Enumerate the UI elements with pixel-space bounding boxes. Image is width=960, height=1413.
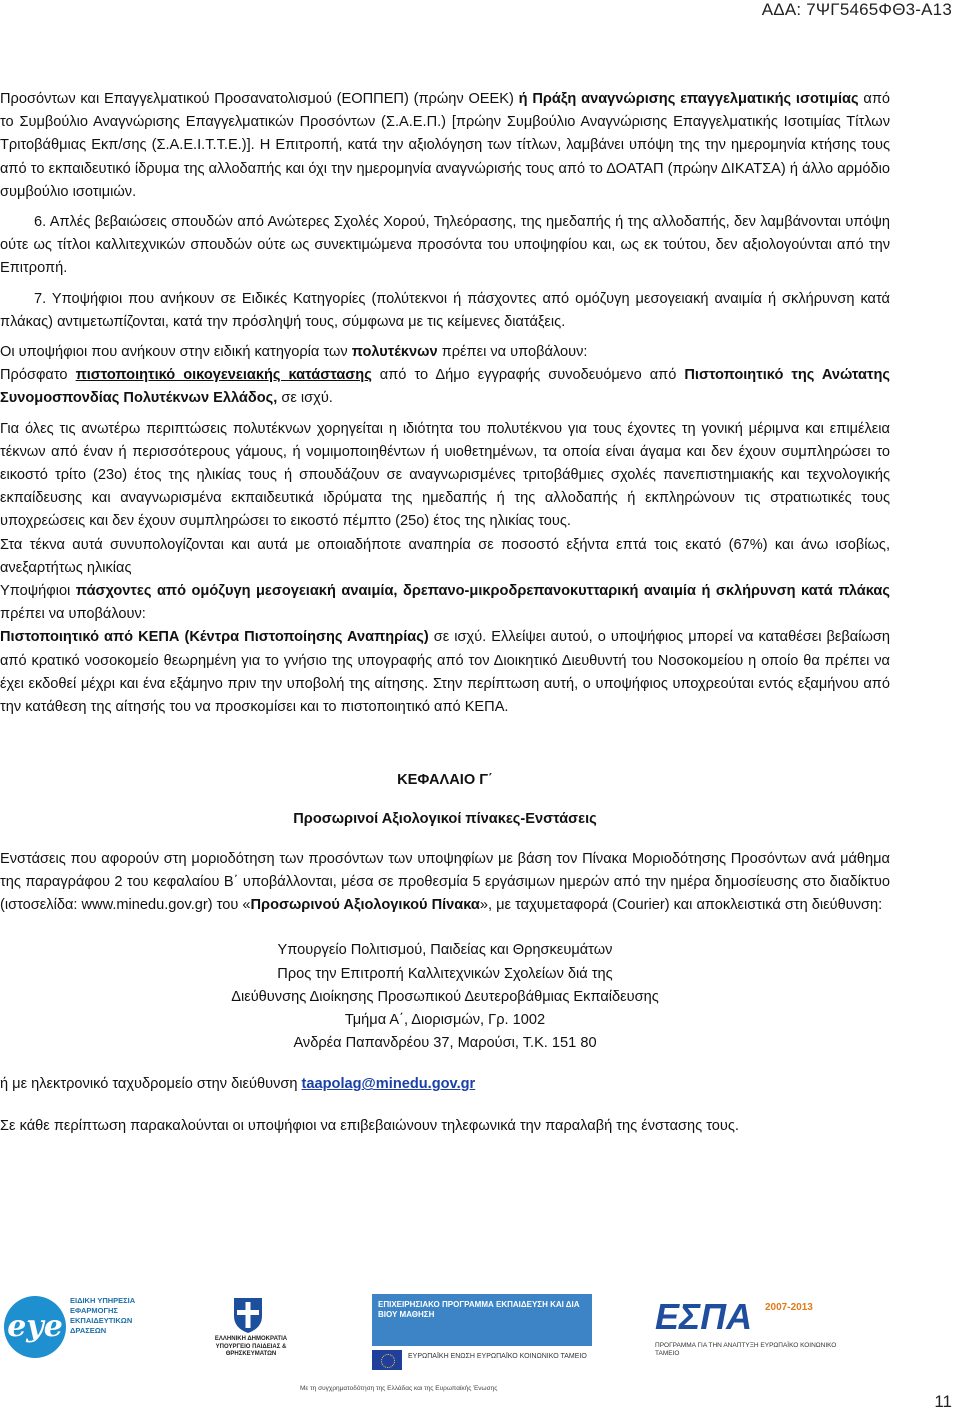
address-line: Υπουργείο Πολιτισμού, Παιδείας και Θρησκευμάτων xyxy=(277,942,613,959)
ministry-logo-text: ΕΛΛΗΝΙΚΗ ΔΗΜΟΚΡΑΤΙΑ ΥΠΟΥΡΓΕΙΟ ΠΑΙΔΕΙΑΣ & ΘΡΗΣΚΕΥΜΑΤΩΝ xyxy=(214,1336,288,1357)
cofunding-caption: Με τη συγχρηματοδότηση της Ελλάδας και της Ευρωπαϊκής Ένωσης xyxy=(300,1385,498,1392)
chapter-subtitle: Προσωρινοί Αξιολογικοί πίνακες-Ενστάσεις xyxy=(293,811,597,828)
paragraph-email: ή με ηλεκτρονικό ταχυδρομείο στην διεύθυνση taapolag@minedu.gov.gr xyxy=(0,1076,476,1093)
footer-logos xyxy=(0,1290,895,1382)
eu-flag-icon xyxy=(372,1350,402,1370)
espa-logo xyxy=(655,1294,845,1378)
address-line: Ανδρέα Παπανδρέου 37, Μαρούσι, Τ.Κ. 151 80 xyxy=(293,1035,597,1052)
chapter-title: ΚΕΦΑΛΑΙΟ Γ΄ xyxy=(397,772,493,789)
paragraph-patients: Υποψήφιοι πάσχοντες από ομόζυγη μεσογειακή αναιμία, δρεπανο-μικροδρεπανοκυτταρική αναιμία ή σκλήρυνση κατά πλάκας πρέπει να υποβάλουν: xyxy=(0,583,890,623)
operational-programme-logo xyxy=(372,1294,632,1380)
ministry-logo xyxy=(205,1292,300,1380)
espa-tagline: ΠΡΟΓΡΑΜΜΑ ΓΙΑ ΤΗΝ ΑΝΑΠΤΥΞΗ ΕΥΡΩΠΑΪΚΟ ΚΟΙΝΩΝΙΚΟ ΤΑΜΕΙΟ xyxy=(655,1342,837,1357)
paragraph-disabled-children: Στα τέκνα αυτά συνυπολογίζονται και αυτά με οποιαδήποτε αναπηρία σε ποσοστό εξήντα επτά τοις εκατό (67%) και άνω ισοβίως, ανεξαρτήτως ηλικίας xyxy=(0,536,890,576)
ada-code: ΑΔΑ: 7ΨΓ5465ΦΘ3-Α13 xyxy=(761,0,952,19)
paragraph-objections: Ενστάσεις που αφορούν στη μοριοδότηση των προσόντων των υποψηφίων με βάση τον Πίνακα Μοριοδότησης Προσόντων ανά μάθημα της παραγράφου 2 του κεφαλαίου Β΄ υποβάλλονται, μέσα σε προθεσμία 5 εργάσιμων ημερών από την ημέρα δημοσίευσης στο διαδίκτυο (ιστοσελίδα: www.minedu.gov.gr) του «Προσωρινού Αξιολογικού Πίνακα», με ταχυμεταφορά (Courier) και αποκλειστικά στη διεύθυνση: xyxy=(0,850,890,914)
paragraph-large-families: Οι υποψήφιοι που ανήκουν στην ειδική κατηγορία των πολυτέκνων πρέπει να υποβάλουν: xyxy=(0,344,588,361)
document-body xyxy=(0,88,890,1138)
espa-years: 2007-2013 xyxy=(765,1302,813,1313)
eye-logo xyxy=(4,1292,134,1380)
paragraph-kepa: Πιστοποιητικό από ΚΕΠΑ (Κέντρα Πιστοποίησης Αναπηρίας) σε ισχύ. Ελλείψει αυτού, ο υποψήφιος μπορεί να καταθέσει βεβαίωση από κρατικό νοσοκομείο θεωρημένη για το γνήσιο της υπογραφής από τον Διοικητικό Διευθυντή του Νοσοκομείου η οποίο θα πρέπει να έχει εκδοθεί μέχρι και ένα εξάμηνο πριν την υποβολή της αίτησης. Στην περίπτωση αυτή, ο υποψήφιος υποχρεούται εντός εξαμήνου από την κατάθεση της αίτησής του να προσκομίσει και το πιστοποιητικό από ΚΕΠΑ. xyxy=(0,629,890,716)
address-line: Προς την Επιτροπή Καλλιτεχνικών Σχολείων διά της xyxy=(277,965,613,982)
paragraph-qualifications: Προσόντων και Επαγγελματικού Προσανατολισμού (ΕΟΠΠΕΠ) (πρώην ΟΕΕΚ) ή Πράξη αναγνώρισης επαγγελματικής ισοτιμίας από το Συμβούλιο Αναγνώρισης Επαγγελματικών Προσόντων (Σ.Α.Ε.Π.) [πρώην Συμβούλιο Αναγνώρισης Επαγγελματικής Ισοτιμίας Τίτλων Τριτοβάθμιας Εκπ/σης (Σ.Α.Ε.Ι.Τ.Τ.Ε.)]. Η Επιτροπή, κατά την αξιολόγηση των τίτλων, λαμβάνει υπόψη της την ημερομηνία κτήσης τους από το εκπαιδευτικό ίδρυμα της αλλοδαπής και όχι την ημερομηνία αναγνώρισής τους από το ΔΟΑΤΑΠ (πρώην ΔΙΚΑΤΣΑ) ή άλλο αρμόδιο συμβούλιο ισοτιμιών. xyxy=(0,91,891,200)
greek-emblem-icon xyxy=(231,1296,265,1334)
postal-address xyxy=(0,939,890,1055)
eu-fund-text: ΕΥΡΩΠΑΪΚΗ ΕΝΩΣΗ ΕΥΡΩΠΑΪΚΟ ΚΟΙΝΩΝΙΚΟ ΤΑΜΕΙΟ xyxy=(408,1353,587,1360)
page-number: 11 xyxy=(934,1392,952,1411)
eye-logo-text: ΕΙΔΙΚΗ ΥΠΗΡΕΣΙΑ ΕΦΑΡΜΟΓΗΣ ΕΚΠΑΙΔΕΥΤΙΚΩΝ ΔΡΑΣΕΩΝ xyxy=(70,1296,136,1335)
paragraph-7: 7. Υποψήφιοι που ανήκουν σε Ειδικές Κατηγορίες (πολύτεκνοι ή πάσχοντες από ομόζυγη μεσογειακή αναιμία ή σκλήρυνση κατά πλάκας) αντιμετωπίζονται, κατά την πρόσληψή τους, σύμφωνα με τις κείμενες διατάξεις. xyxy=(0,290,890,330)
eye-logo-mark: eye xyxy=(4,1296,66,1358)
programme-title: ΕΠΙΧΕΙΡΗΣΙΑΚΟ ΠΡΟΓΡΑΜΜΑ ΕΚΠΑΙΔΕΥΣΗ ΚΑΙ ΔΙΑ ΒΙΟΥ ΜΑΘΗΣΗ xyxy=(378,1300,580,1319)
espa-wordmark: ΕΣΠΑ xyxy=(655,1296,753,1337)
paragraph-family-certificate: Πρόσφατο πιστοποιητικό οικογενειακής κατάστασης από το Δήμο εγγραφής συνοδευόμενο από Πιστοποιητικό της Ανώτατης Συνομοσπονδίας Πολυτέκνων Ελλάδος, σε ισχύ. xyxy=(0,367,891,407)
address-line: Τμήμα Α΄, Διορισμών, Γρ. 1002 xyxy=(344,1011,546,1028)
paragraph-6: 6. Απλές βεβαιώσεις σπουδών από Ανώτερες Σχολές Χορού, Τηλεόρασης, της ημεδαπής ή της αλλοδαπής, δεν λαμβάνονται υπόψη ούτε ως τίτλοι καλλιτεχνικών σπουδών ούτε ως συνεκτιμώμενα προσόντα του υποψηφίου και, ως εκ τούτου, δεν αξιολογούνται από την Επιτροπή. xyxy=(0,214,890,277)
paragraph-large-family-definition: Για όλες τις ανωτέρω περιπτώσεις πολυτέκνων χορηγείται η ιδιότητα του πολυτέκνου για τους έχοντες τη γονική μέριμνα και επιμέλεια τέκνων από έναν ή περισσότερους γάμους, ή νομιμοποιηθέντων ή υιοθετημένων, τα οποία είναι άγαμα και δεν έχουν συμπληρώσει το εικοστό τρίτο (23ο) έτος της ηλικίας τους ή σπουδάζουν σε αναγνωρισμένες τριτοβάθμιες σχολές πανεπιστημιακής και τεχνολογικής εκπαίδευσης και αναγνωρισμένα εκπαιδευτικά ιδρύματα της ημεδαπής ή της αλλοδαπής ή εκπληρώνουν τις στρατιωτικές τους υποχρεώσεις και δεν έχουν συμπληρώσει το εικοστό πέμπτο (25ο) έτος της ηλικίας τους. xyxy=(0,420,890,530)
email-link[interactable]: taapolag@minedu.gov.gr xyxy=(301,1076,476,1093)
address-line: Διεύθυνσης Διοίκησης Προσωπικού Δευτεροβάθμιας Εκπαίδευσης xyxy=(231,988,659,1005)
paragraph-closing: Σε κάθε περίπτωση παρακαλούνται οι υποψήφιοι να επιβεβαιώνουν τηλεφωνικά την παραλαβή της ένστασης τους. xyxy=(0,1117,739,1134)
